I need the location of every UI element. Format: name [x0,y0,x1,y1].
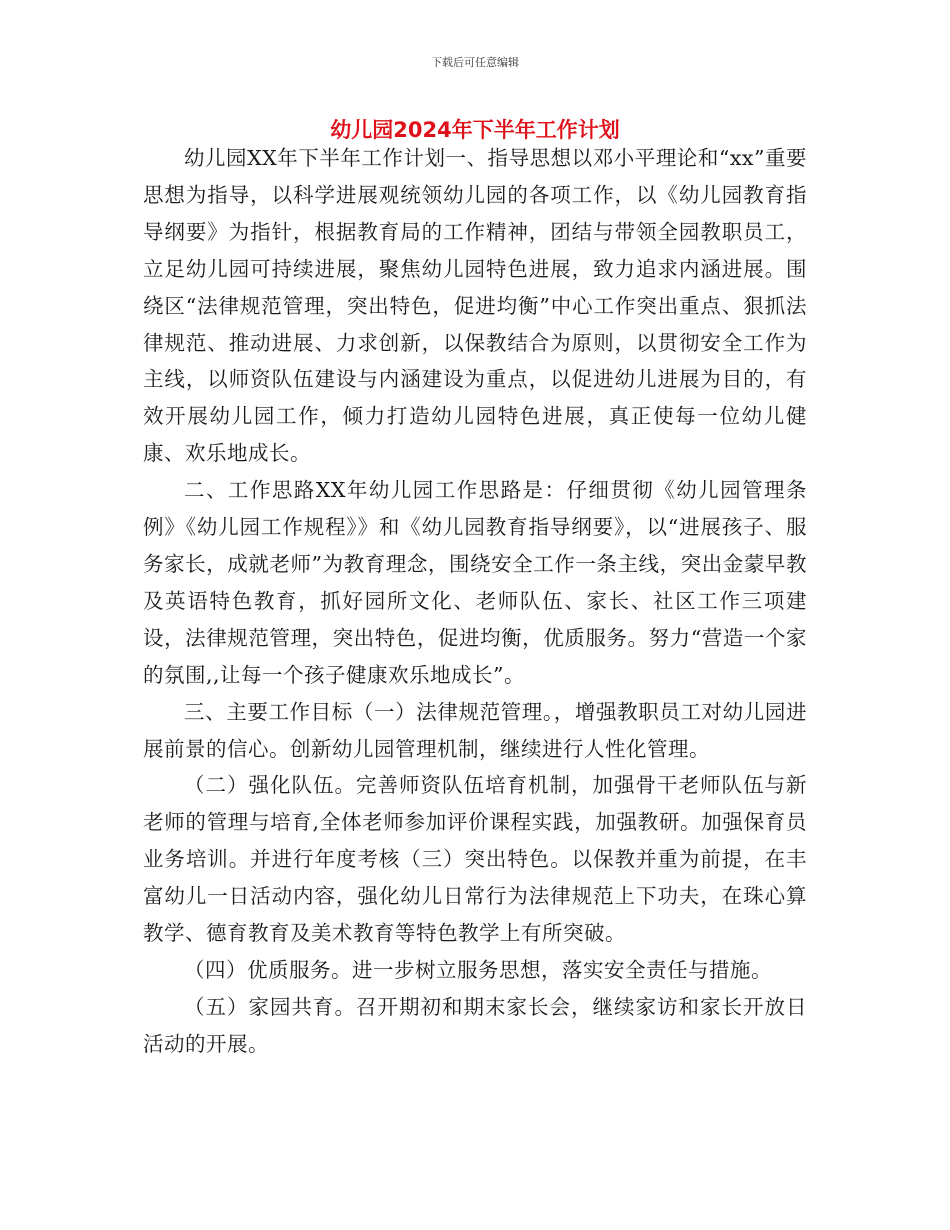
paragraph-work-approach: 二、工作思路XX年幼儿园工作思路是：仔细贯彻《幼儿园管理条例》《幼儿园工作规程》》和《幼儿园教育指导纲要》，以“进展孩子、服务家长，成就老师”为教育理念，围绕安全工作一条主线，突出金蒙早教及英语特色教育，抓好园所文化、老师队伍、家长、社区工作三项建设，法律规范管理，突出特色，促进均衡，优质服务。努力“营造一个家的氛围,,让每一个孩子健康欢乐地成长”。 [143,478,807,687]
document-title: 幼儿园2024年下半年工作计划 [330,118,620,142]
paragraph-strengthen-team: （二）强化队伍。完善师资队伍培育机制，加强骨干老师队伍与新老师的管理与培育,全体老师参加评价课程实践，加强教研。加强保育员业务培训。并进行年度考核（三）突出特色。以保教并重为前提，在丰富幼儿一日活动内容，强化幼儿日常行为法律规范上下功夫，在珠心算教学、德育教育及美术教育等特色教学上有所突破。 [143,773,807,946]
paragraph-main-goals: 三、主要工作目标（一）法律规范管理。，增强教职员工对幼儿园进展前景的信心。创新幼儿园管理机制，继续进行人性化管理。 [143,699,807,761]
header-note: 下载后可任意编辑 [431,56,519,69]
paragraph-quality-service: （四）优质服务。进一步树立服务思想，落实安全责任与措施。 [184,957,772,982]
paragraph-guiding-ideology: 幼儿园XX年下半年工作计划一、指导思想以邓小平理论和“xx”重要思想为指导，以科学进展观统领幼儿园的各项工作，以《幼儿园教育指导纲要》为指针，根据教育局的工作精神，团结与带领全园教职员工，立足幼儿园可持续进展，聚焦幼儿园特色进展，致力追求内涵进展。围绕区“法律规范管理，突出特色，促进均衡”中心工作突出重点、狠抓法律规范、推动进展、力求创新，以保教结合为原则，以贯彻安全工作为主线，以师资队伍建设与内涵建设为重点，以促进幼儿进展为目的，有效开展幼儿园工作，倾力打造幼儿园特色进展，真正使每一位幼儿健康、欢乐地成长。 [143,146,807,466]
paragraph-home-school: （五）家园共育。召开期初和期末家长会，继续家访和家长开放日活动的开展。 [143,994,807,1056]
document-body [143,140,807,1063]
